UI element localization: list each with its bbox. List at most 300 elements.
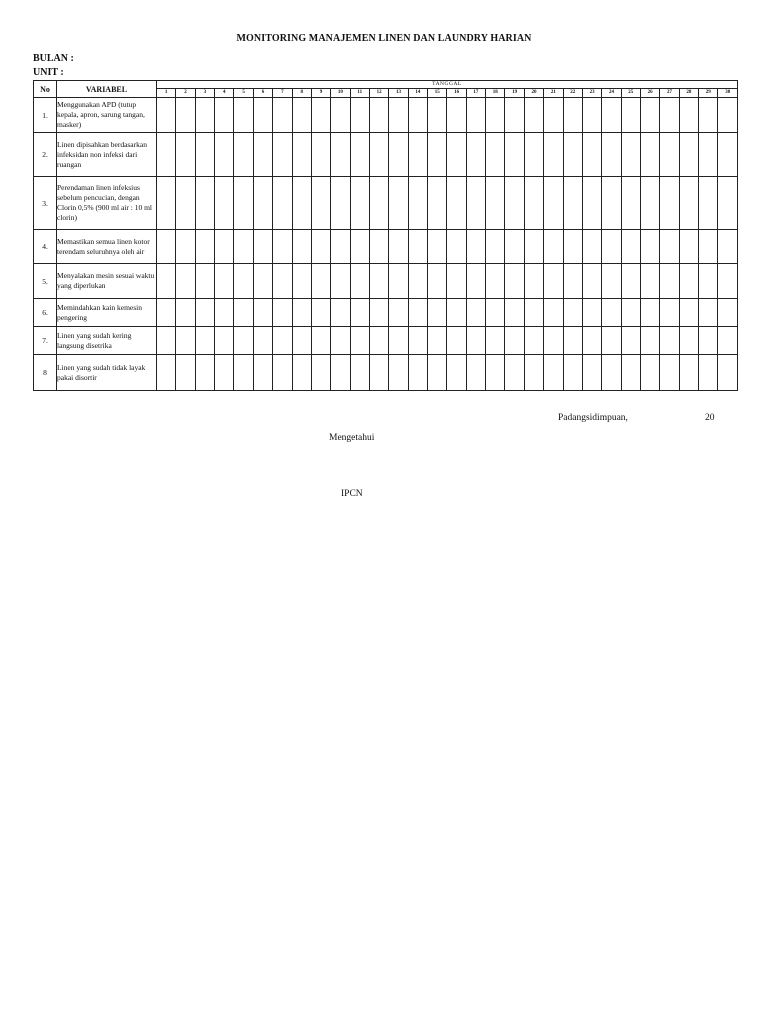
check-cell[interactable] — [524, 177, 543, 230]
check-cell[interactable] — [447, 177, 466, 230]
check-cell[interactable] — [563, 177, 582, 230]
check-cell[interactable] — [640, 264, 659, 299]
check-cell[interactable] — [408, 230, 427, 264]
table-row — [34, 327, 738, 355]
check-cell[interactable] — [544, 133, 563, 177]
check-cell[interactable] — [369, 98, 388, 133]
check-cell[interactable] — [273, 327, 292, 355]
table-row — [34, 355, 738, 391]
check-cell[interactable] — [428, 327, 447, 355]
check-cell[interactable] — [350, 264, 369, 299]
check-cell[interactable] — [350, 355, 369, 391]
check-cell[interactable] — [157, 177, 176, 230]
check-cell[interactable] — [195, 327, 214, 355]
check-cell[interactable] — [582, 133, 601, 177]
check-cell[interactable] — [176, 264, 195, 299]
check-cell[interactable] — [389, 133, 408, 177]
check-cell[interactable] — [176, 177, 195, 230]
check-cell[interactable] — [640, 230, 659, 264]
check-cell[interactable] — [408, 264, 427, 299]
table-row — [34, 98, 738, 133]
check-cell[interactable] — [157, 264, 176, 299]
table-row — [34, 299, 738, 327]
check-cell[interactable] — [660, 299, 679, 327]
check-cell[interactable] — [253, 133, 272, 177]
check-cell[interactable] — [621, 133, 640, 177]
check-cell[interactable] — [408, 133, 427, 177]
day-header: 5 — [234, 89, 253, 98]
check-cell[interactable] — [253, 230, 272, 264]
check-cell[interactable] — [176, 98, 195, 133]
check-cell[interactable] — [505, 177, 524, 230]
check-cell[interactable] — [505, 355, 524, 391]
footer-place: Padangsidimpuan, — [558, 413, 628, 423]
check-cell[interactable] — [679, 133, 698, 177]
check-cell[interactable] — [447, 299, 466, 327]
check-cell[interactable] — [428, 230, 447, 264]
check-cell[interactable] — [466, 133, 485, 177]
check-cell[interactable] — [602, 230, 621, 264]
day-header: 24 — [602, 89, 621, 98]
check-cell[interactable] — [215, 327, 234, 355]
check-cell[interactable] — [311, 264, 330, 299]
check-cell[interactable] — [350, 133, 369, 177]
check-cell[interactable] — [524, 327, 543, 355]
day-header: 26 — [640, 89, 659, 98]
row-number: 8 — [34, 355, 57, 391]
check-cell[interactable] — [331, 133, 350, 177]
check-cell[interactable] — [660, 98, 679, 133]
check-cell[interactable] — [408, 355, 427, 391]
check-cell[interactable] — [563, 230, 582, 264]
check-cell[interactable] — [699, 327, 718, 355]
check-cell[interactable] — [660, 230, 679, 264]
check-cell[interactable] — [447, 355, 466, 391]
check-cell[interactable] — [563, 327, 582, 355]
check-cell[interactable] — [602, 98, 621, 133]
check-cell[interactable] — [544, 299, 563, 327]
check-cell[interactable] — [389, 98, 408, 133]
column-header-variabel: VARIABEL — [57, 81, 157, 98]
day-header: 15 — [428, 89, 447, 98]
row-variable: Menggunakan APD (tutup kepala, apron, sarung tangan, masker) — [57, 98, 157, 133]
check-cell[interactable] — [544, 98, 563, 133]
check-cell[interactable] — [157, 98, 176, 133]
day-header: 22 — [563, 89, 582, 98]
day-header: 8 — [292, 89, 311, 98]
check-cell[interactable] — [582, 299, 601, 327]
check-cell[interactable] — [699, 177, 718, 230]
footer-acknowledge: Mengetahui — [329, 433, 375, 443]
table-row — [34, 133, 738, 177]
check-cell[interactable] — [369, 230, 388, 264]
check-cell[interactable] — [582, 264, 601, 299]
check-cell[interactable] — [369, 133, 388, 177]
check-cell[interactable] — [582, 98, 601, 133]
row-variable: Memindahkan kain kemesin pengering — [57, 299, 157, 327]
check-cell[interactable] — [679, 98, 698, 133]
day-header: 16 — [447, 89, 466, 98]
check-cell[interactable] — [331, 230, 350, 264]
row-variable: Linen yang sudah tidak layak pakai disortir — [57, 355, 157, 391]
check-cell[interactable] — [582, 177, 601, 230]
check-cell[interactable] — [292, 98, 311, 133]
check-cell[interactable] — [718, 299, 738, 327]
check-cell[interactable] — [350, 177, 369, 230]
check-cell[interactable] — [466, 327, 485, 355]
row-variable: Menyalakan mesin sesuai waktu yang diperlukan — [57, 264, 157, 299]
row-number: 7. — [34, 327, 57, 355]
check-cell[interactable] — [486, 230, 505, 264]
bulan-label: BULAN : — [33, 53, 74, 64]
check-cell[interactable] — [486, 299, 505, 327]
check-cell[interactable] — [331, 177, 350, 230]
check-cell[interactable] — [563, 133, 582, 177]
day-header: 13 — [389, 89, 408, 98]
check-cell[interactable] — [466, 299, 485, 327]
row-variable: Perendaman linen infeksius sebelum pencucian, dengan Clorin 0,5% (900 ml air : 10 ml clorin) — [57, 177, 157, 230]
check-cell[interactable] — [311, 327, 330, 355]
check-cell[interactable] — [369, 177, 388, 230]
day-header: 9 — [311, 89, 330, 98]
check-cell[interactable] — [621, 327, 640, 355]
day-header: 1 — [157, 89, 176, 98]
check-cell[interactable] — [544, 230, 563, 264]
check-cell[interactable] — [350, 299, 369, 327]
check-cell[interactable] — [486, 264, 505, 299]
check-cell[interactable] — [195, 177, 214, 230]
day-header: 27 — [660, 89, 679, 98]
check-cell[interactable] — [582, 230, 601, 264]
check-cell[interactable] — [253, 355, 272, 391]
check-cell[interactable] — [718, 264, 738, 299]
check-cell[interactable] — [292, 264, 311, 299]
day-header: 30 — [718, 89, 738, 98]
day-header: 18 — [486, 89, 505, 98]
check-cell[interactable] — [524, 98, 543, 133]
check-cell[interactable] — [253, 327, 272, 355]
check-cell[interactable] — [215, 264, 234, 299]
check-cell[interactable] — [273, 355, 292, 391]
check-cell[interactable] — [524, 133, 543, 177]
row-variable: Linen yang sudah kering langsung disetrika — [57, 327, 157, 355]
check-cell[interactable] — [176, 355, 195, 391]
check-cell[interactable] — [215, 355, 234, 391]
check-cell[interactable] — [331, 355, 350, 391]
check-cell[interactable] — [679, 299, 698, 327]
table-row — [34, 264, 738, 299]
check-cell[interactable] — [679, 230, 698, 264]
day-header: 19 — [505, 89, 524, 98]
check-cell[interactable] — [408, 98, 427, 133]
check-cell[interactable] — [563, 299, 582, 327]
check-cell[interactable] — [505, 264, 524, 299]
check-cell[interactable] — [699, 264, 718, 299]
day-header: 2 — [176, 89, 195, 98]
footer-signer: IPCN — [341, 489, 363, 499]
check-cell[interactable] — [195, 230, 214, 264]
check-cell[interactable] — [679, 264, 698, 299]
check-cell[interactable] — [718, 177, 738, 230]
day-header: 20 — [524, 89, 543, 98]
check-cell[interactable] — [195, 264, 214, 299]
check-cell[interactable] — [273, 177, 292, 230]
check-cell[interactable] — [447, 230, 466, 264]
row-number: 2. — [34, 133, 57, 177]
day-header: 12 — [369, 89, 388, 98]
check-cell[interactable] — [215, 177, 234, 230]
check-cell[interactable] — [544, 355, 563, 391]
check-cell[interactable] — [679, 355, 698, 391]
check-cell[interactable] — [408, 299, 427, 327]
check-cell[interactable] — [157, 133, 176, 177]
check-cell[interactable] — [699, 98, 718, 133]
check-cell[interactable] — [679, 177, 698, 230]
check-cell[interactable] — [582, 327, 601, 355]
check-cell[interactable] — [350, 327, 369, 355]
row-number: 1. — [34, 98, 57, 133]
check-cell[interactable] — [273, 299, 292, 327]
check-cell[interactable] — [389, 264, 408, 299]
check-cell[interactable] — [699, 230, 718, 264]
check-cell[interactable] — [466, 177, 485, 230]
check-cell[interactable] — [466, 230, 485, 264]
check-cell[interactable] — [563, 98, 582, 133]
check-cell[interactable] — [176, 327, 195, 355]
check-cell[interactable] — [389, 299, 408, 327]
check-cell[interactable] — [253, 98, 272, 133]
day-header: 6 — [253, 89, 272, 98]
check-cell[interactable] — [486, 355, 505, 391]
check-cell[interactable] — [389, 230, 408, 264]
check-cell[interactable] — [292, 230, 311, 264]
check-cell[interactable] — [718, 98, 738, 133]
check-cell[interactable] — [428, 98, 447, 133]
check-cell[interactable] — [602, 299, 621, 327]
check-cell[interactable] — [524, 230, 543, 264]
check-cell[interactable] — [544, 264, 563, 299]
check-cell[interactable] — [428, 177, 447, 230]
check-cell[interactable] — [292, 299, 311, 327]
check-cell[interactable] — [408, 177, 427, 230]
check-cell[interactable] — [350, 98, 369, 133]
day-header: 10 — [331, 89, 350, 98]
check-cell[interactable] — [524, 355, 543, 391]
check-cell[interactable] — [428, 355, 447, 391]
check-cell[interactable] — [157, 299, 176, 327]
check-cell[interactable] — [466, 264, 485, 299]
check-cell[interactable] — [718, 327, 738, 355]
check-cell[interactable] — [331, 327, 350, 355]
check-cell[interactable] — [292, 133, 311, 177]
check-cell[interactable] — [621, 264, 640, 299]
day-header: 28 — [679, 89, 698, 98]
check-cell[interactable] — [157, 230, 176, 264]
check-cell[interactable] — [602, 327, 621, 355]
check-cell[interactable] — [660, 133, 679, 177]
check-cell[interactable] — [505, 133, 524, 177]
check-cell[interactable] — [544, 327, 563, 355]
check-cell[interactable] — [157, 355, 176, 391]
check-cell[interactable] — [602, 355, 621, 391]
check-cell[interactable] — [660, 264, 679, 299]
check-cell[interactable] — [369, 264, 388, 299]
check-cell[interactable] — [331, 98, 350, 133]
check-cell[interactable] — [292, 177, 311, 230]
row-variable: Linen dipisahkan berdasarkan infeksidan non infeksi dari ruangan — [57, 133, 157, 177]
check-cell[interactable] — [505, 98, 524, 133]
check-cell[interactable] — [524, 264, 543, 299]
check-cell[interactable] — [466, 98, 485, 133]
check-cell[interactable] — [292, 327, 311, 355]
column-header-no: No — [34, 81, 57, 98]
row-variable: Memastikan semua linen kotor terendam seluruhnya oleh air — [57, 230, 157, 264]
check-cell[interactable] — [215, 230, 234, 264]
check-cell[interactable] — [234, 177, 253, 230]
check-cell[interactable] — [389, 327, 408, 355]
check-cell[interactable] — [718, 230, 738, 264]
check-cell[interactable] — [621, 230, 640, 264]
check-cell[interactable] — [253, 264, 272, 299]
check-cell[interactable] — [311, 133, 330, 177]
check-cell[interactable] — [234, 355, 253, 391]
check-cell[interactable] — [563, 355, 582, 391]
check-cell[interactable] — [273, 98, 292, 133]
check-cell[interactable] — [273, 133, 292, 177]
day-header: 14 — [408, 89, 427, 98]
check-cell[interactable] — [505, 327, 524, 355]
check-cell[interactable] — [621, 98, 640, 133]
check-cell[interactable] — [176, 230, 195, 264]
check-cell[interactable] — [234, 327, 253, 355]
day-header: 29 — [699, 89, 718, 98]
check-cell[interactable] — [369, 299, 388, 327]
check-cell[interactable] — [428, 133, 447, 177]
check-cell[interactable] — [640, 98, 659, 133]
check-cell[interactable] — [621, 355, 640, 391]
check-cell[interactable] — [486, 98, 505, 133]
day-header: 25 — [621, 89, 640, 98]
check-cell[interactable] — [311, 355, 330, 391]
check-cell[interactable] — [563, 264, 582, 299]
check-cell[interactable] — [660, 355, 679, 391]
check-cell[interactable] — [234, 98, 253, 133]
check-cell[interactable] — [389, 177, 408, 230]
check-cell[interactable] — [699, 299, 718, 327]
check-cell[interactable] — [679, 327, 698, 355]
check-cell[interactable] — [428, 299, 447, 327]
check-cell[interactable] — [215, 299, 234, 327]
check-cell[interactable] — [660, 327, 679, 355]
check-cell[interactable] — [718, 355, 738, 391]
day-header: 7 — [273, 89, 292, 98]
check-cell[interactable] — [195, 133, 214, 177]
check-cell[interactable] — [640, 327, 659, 355]
check-cell[interactable] — [699, 355, 718, 391]
check-cell[interactable] — [447, 327, 466, 355]
table-row — [34, 230, 738, 264]
check-cell[interactable] — [486, 327, 505, 355]
check-cell[interactable] — [602, 177, 621, 230]
check-cell[interactable] — [331, 299, 350, 327]
check-cell[interactable] — [640, 299, 659, 327]
check-cell[interactable] — [311, 177, 330, 230]
check-cell[interactable] — [428, 264, 447, 299]
check-cell[interactable] — [195, 98, 214, 133]
check-cell[interactable] — [234, 230, 253, 264]
check-cell[interactable] — [660, 177, 679, 230]
check-cell[interactable] — [331, 264, 350, 299]
day-header: 17 — [466, 89, 485, 98]
check-cell[interactable] — [311, 299, 330, 327]
check-cell[interactable] — [350, 230, 369, 264]
check-cell[interactable] — [234, 264, 253, 299]
check-cell[interactable] — [640, 133, 659, 177]
check-cell[interactable] — [176, 133, 195, 177]
day-header: 4 — [215, 89, 234, 98]
check-cell[interactable] — [234, 133, 253, 177]
check-cell[interactable] — [621, 299, 640, 327]
check-cell[interactable] — [195, 299, 214, 327]
check-cell[interactable] — [466, 355, 485, 391]
row-number: 6. — [34, 299, 57, 327]
check-cell[interactable] — [447, 133, 466, 177]
check-cell[interactable] — [505, 299, 524, 327]
check-cell[interactable] — [486, 177, 505, 230]
day-header: 11 — [350, 89, 369, 98]
row-number: 4. — [34, 230, 57, 264]
page-title: MONITORING MANAJEMEN LINEN DAN LAUNDRY HARIAN — [236, 33, 532, 44]
check-cell[interactable] — [447, 98, 466, 133]
check-cell[interactable] — [369, 327, 388, 355]
check-cell[interactable] — [253, 177, 272, 230]
check-cell[interactable] — [273, 264, 292, 299]
check-cell[interactable] — [718, 133, 738, 177]
check-cell[interactable] — [389, 355, 408, 391]
check-cell[interactable] — [234, 299, 253, 327]
check-cell[interactable] — [486, 133, 505, 177]
check-cell[interactable] — [602, 264, 621, 299]
check-cell[interactable] — [544, 177, 563, 230]
check-cell[interactable] — [195, 355, 214, 391]
check-cell[interactable] — [157, 327, 176, 355]
check-cell[interactable] — [253, 299, 272, 327]
check-cell[interactable] — [311, 98, 330, 133]
check-cell[interactable] — [408, 327, 427, 355]
check-cell[interactable] — [176, 299, 195, 327]
check-cell[interactable] — [640, 355, 659, 391]
check-cell[interactable] — [699, 133, 718, 177]
check-cell[interactable] — [447, 264, 466, 299]
day-header: 3 — [195, 89, 214, 98]
check-cell[interactable] — [602, 133, 621, 177]
check-cell[interactable] — [621, 177, 640, 230]
check-cell[interactable] — [273, 230, 292, 264]
check-cell[interactable] — [524, 299, 543, 327]
check-cell[interactable] — [311, 230, 330, 264]
check-cell[interactable] — [215, 98, 234, 133]
check-cell[interactable] — [640, 177, 659, 230]
row-number: 3. — [34, 177, 57, 230]
check-cell[interactable] — [215, 133, 234, 177]
check-cell[interactable] — [369, 355, 388, 391]
check-cell[interactable] — [582, 355, 601, 391]
check-cell[interactable] — [505, 230, 524, 264]
unit-label: UNIT : — [33, 67, 64, 78]
table-row — [34, 177, 738, 230]
check-cell[interactable] — [292, 355, 311, 391]
day-header: 21 — [544, 89, 563, 98]
